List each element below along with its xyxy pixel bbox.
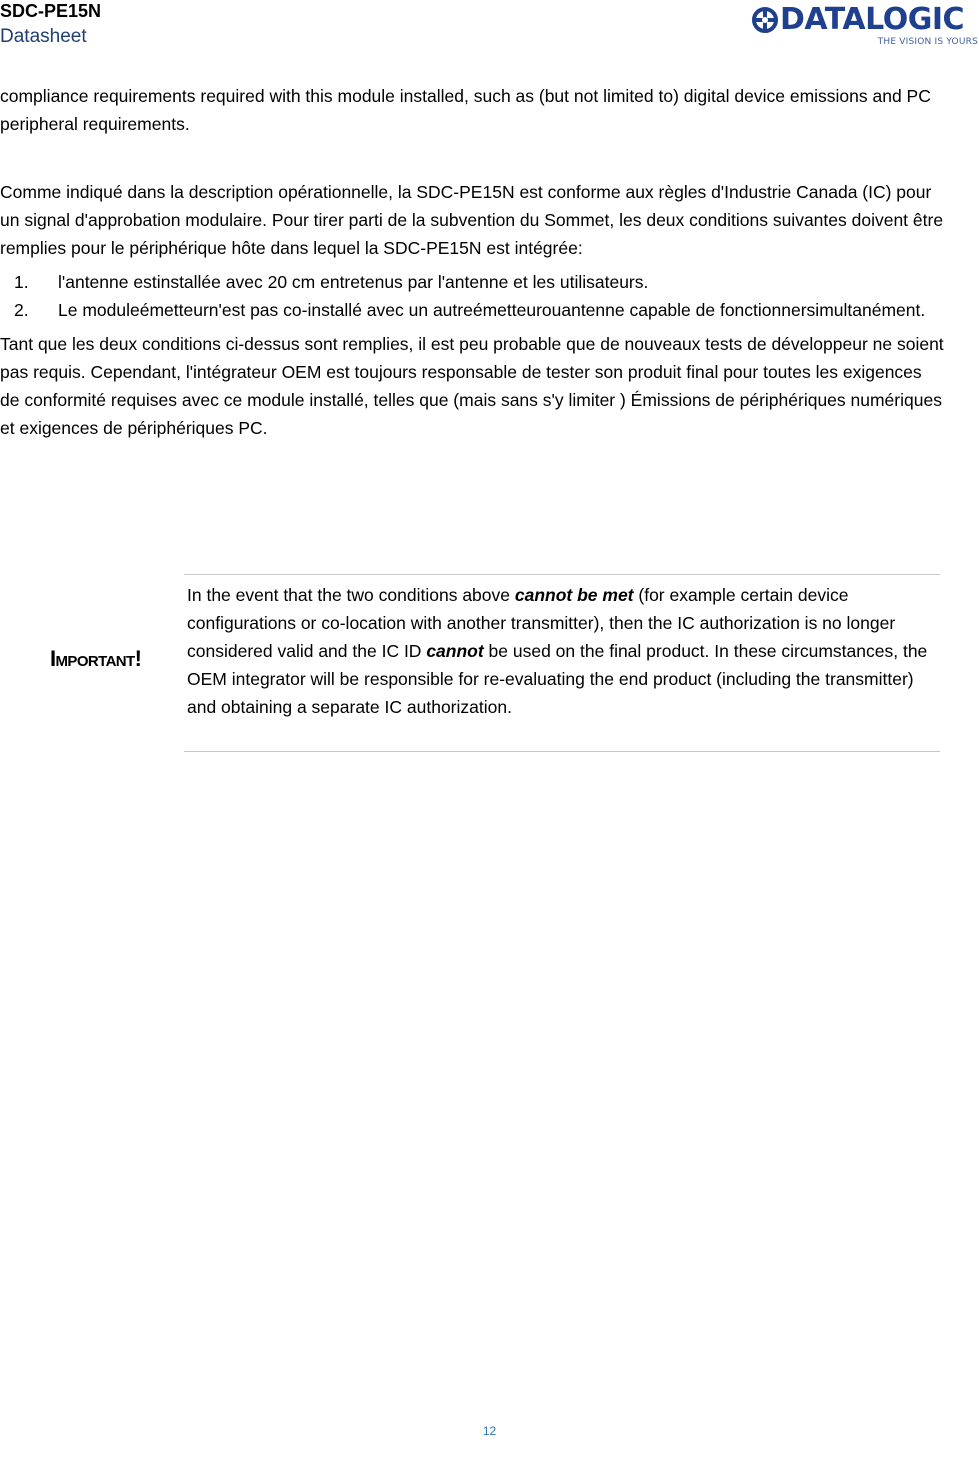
conditions-list bbox=[0, 268, 945, 324]
list-item-text: l'antenne estinstallée avec 20 cm entretenus par l'antenne et les utilisateurs. bbox=[58, 272, 649, 292]
paragraph-french-intro: Comme indiqué dans la description opérationnelle, la SDC-PE15N est conforme aux règles d'Industrie Canada (IC) pour un signal d'approbation modulaire. Pour tirer parti de la subvention du Sommet, les deux conditions suivantes doivent être remplies pour le périphérique hôte dans lequel la SDC-PE15N est intégrée: bbox=[0, 182, 944, 258]
paragraph-compliance: compliance requirements required with this module installed, such as (but not limited to) digital device emissions and PC peripheral requirements. bbox=[0, 86, 931, 134]
paragraph-french-testing: Tant que les deux conditions ci-dessus sont remplies, il est peu probable que de nouveaux tests de développeur ne soient pas requis. Cependant, l'intégrateur OEM est toujours responsable de tester son produit final pour toutes les exigences de conformité requises avec ce module installé, telles que (mais sans s'y limiter ) Émissions de périphériques numériques et exigences de périphériques PC. bbox=[0, 334, 944, 438]
emphasis-cannot: cannot bbox=[426, 641, 484, 661]
important-notice bbox=[0, 574, 940, 752]
important-text: In the event that the two conditions above cannot be met (for example certain device configurations or co-location with another transmitter), then the IC authorization is no longer considered valid and the IC ID cannot be used on the final product. In these circumstances, the OEM integrator will be responsible for re-evaluating the end product (including the transmitter) and obtaining a separate IC authorization. bbox=[187, 585, 928, 717]
list-item bbox=[0, 268, 945, 296]
logo-tagline: THE VISION IS YOURS bbox=[877, 37, 978, 47]
document-id: SDC-PE15N bbox=[0, 1, 102, 21]
datalogic-logo-icon bbox=[752, 7, 778, 33]
emphasis-cannot-be-met: cannot be met bbox=[514, 585, 634, 605]
list-item bbox=[0, 296, 945, 324]
list-item-number: 2. bbox=[14, 300, 29, 320]
page-header bbox=[0, 0, 979, 60]
page-number: 12 bbox=[482, 1424, 497, 1438]
important-box bbox=[184, 574, 940, 752]
datalogic-logo bbox=[750, 4, 979, 50]
document-body bbox=[0, 82, 945, 442]
logo-wordmark: DATALOGIC bbox=[780, 2, 964, 37]
important-label: IMPORTANT! bbox=[50, 646, 142, 671]
document-type: Datasheet bbox=[0, 26, 87, 47]
list-item-text: Le moduleémetteurn'est pas co-installé avec un autreémetteurouantenne capable de fonctionnersimultanément. bbox=[58, 300, 926, 320]
list-item-number: 1. bbox=[14, 272, 29, 292]
